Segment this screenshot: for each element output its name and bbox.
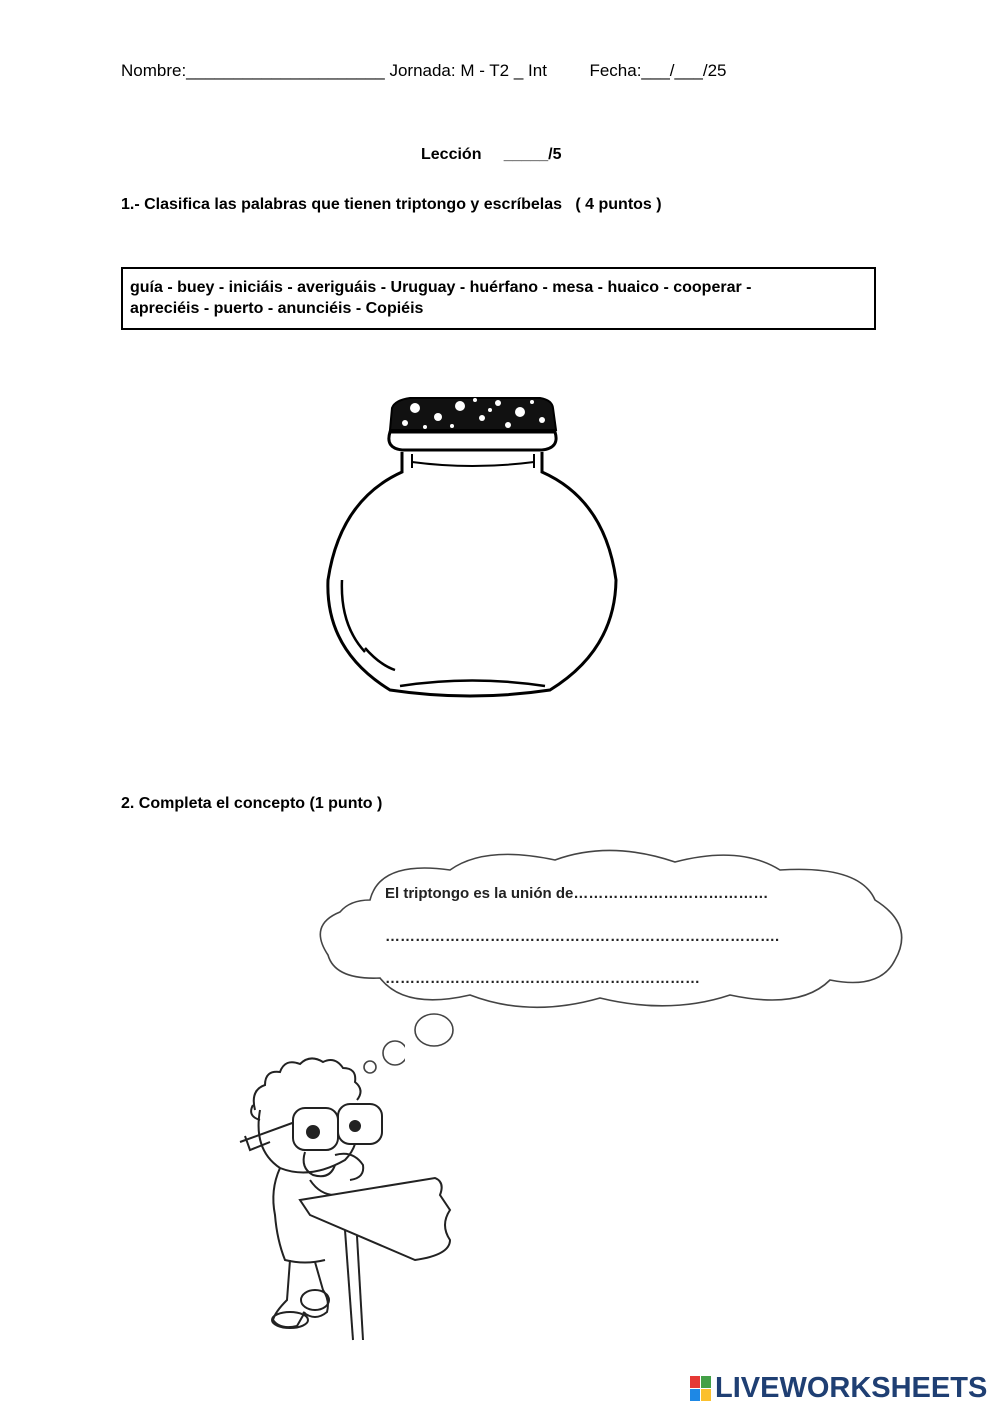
word-list-line-1: guía - buey - iniciáis - averiguáis - Uruguay - huérfano - mesa - huaico - cooperar - — [130, 279, 752, 296]
cloud-shape — [310, 840, 910, 1050]
leccion-score: Lección _____/5 — [421, 146, 562, 163]
thinking-kid-illustration — [235, 1050, 475, 1350]
liveworksheets-logo — [690, 1372, 987, 1405]
cloud-text-line-3: ……………………………………………………… — [385, 970, 700, 987]
cloud-text-line-1: El triptongo es la unión de………………………………… — [385, 885, 769, 902]
word-box — [121, 267, 876, 330]
thought-cloud — [310, 840, 910, 1055]
word-list-line-2: apreciéis - puerto - anunciéis - Copiéis — [130, 300, 424, 317]
cloud-text-line-2: ……………………………………………………………………. — [385, 928, 780, 945]
live-badge-icon — [690, 1376, 712, 1402]
logo-text: LIVEWORKSHEETS — [715, 1372, 988, 1404]
header-line: Nombre:_____________________ Jornada: M - T2 _ Int Fecha:___/___/25 — [121, 61, 727, 80]
question-1-title: 1.- Clasifica las palabras que tienen triptongo y escríbelas ( 4 puntos ) — [121, 196, 662, 213]
jar-illustration — [320, 390, 630, 710]
question-2-title: 2. Completa el concepto (1 punto ) — [121, 795, 383, 812]
